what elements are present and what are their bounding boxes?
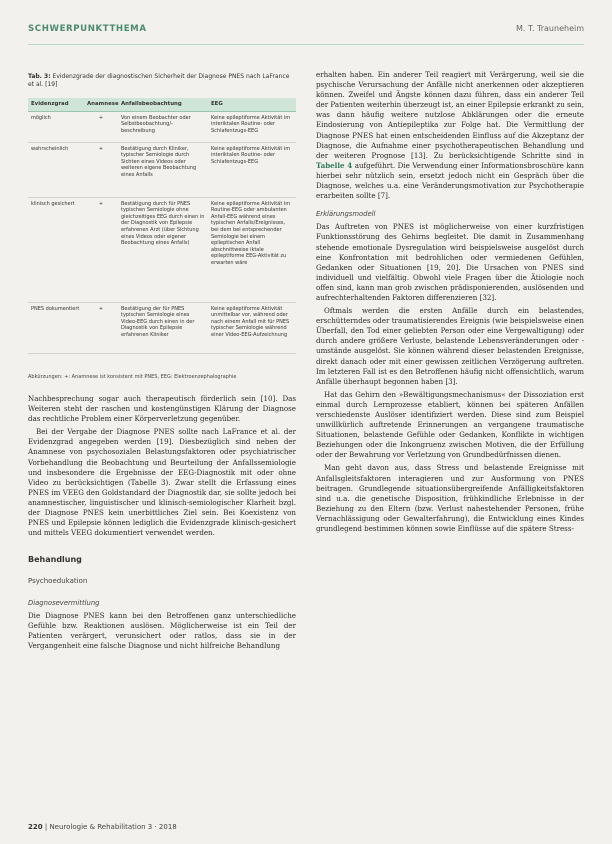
paragraph: Das Auftreten von PNES ist möglicherweise von einer kurzfristigen Funktionsstörung des Gehirns begleitet. Die damit in Zusammenhang stehende emotionale Dysregulation wird beispielsweise ausgelöst durch eine Konfrontation mit bedrohlichen oder vermiedenen Gefühlen, Gedanken oder Situationen [19, 20]. Die Ursachen von PNES sind individuell und vielfältig. Obwohl viele Fragen über die Ätiologie noch offen sind, kann man grob zwischen prädisponierenden, auslösenden und aufrechterhaltenden Faktoren differenzieren [32]. [316,222,584,302]
paragraph: Man geht davon aus, dass Stress und belastende Ereignisse mit Anfallsgleitsfaktoren interagieren und zur Ausformung von PNES beitragen. Grundlegende situationsübergreifende Anfälligkeitsfaktoren sind u.a. die genetische Disposition, frühkindliche Erlebnisse in der Beziehung zu den Eltern (bzw. Verlust nahestehender Personen, frühe Vernachlässigung oder Gewalterfahrung), die Entwicklung eines Kindes grundlegend bestimmen können sowie Einflüsse auf die spätere Stress- [316,463,584,534]
evidence-table [28,98,296,354]
table-row [28,302,296,353]
cell-observation: Bestätigung der für PNES typischen Semiologie eines Video-EEG durch einen in der Diagnostik von Epilepsie erfahrenen Kliniker [118,302,208,353]
paragraph: Oftmals werden die ersten Anfälle durch ein belastendes, erschütterndes oder traumatisierendes Ereignis (wie beispielsweise einen Überfall, den Tod einer geliebten Person oder eine Vergewaltigung) oder durch andere größere Verluste, belastende Lebensveränderungen oder -umstände ausgelöst. Sie können während dieser belastenden Ereignisse, direkt danach oder mit einer gewissen zeitlichen Verzögerung auftreten. Im letzteren Fall ist es den Betroffenen häufig nicht offensichtlich, warum Anfälle überhaupt begonnen haben [3]. [316,306,584,386]
table-row [28,111,296,142]
paragraph: Nachbesprechung sogar auch therapeutisch förderlich sein [10]. Das Weiteren steht der raschen und kostengünstigen Klärung der Diagnose das rechtliche Problem einer Körperverletzung gegenüber. [28,394,296,424]
paragraph: Bei der Vergabe der Diagnose PNES sollte nach LaFrance et al. der Evidenzgrad angegeben werden [19]. Diesbezüglich sind neben der Anamnese von psychosozialen Belastungsfaktoren oder psychiatrischer Vorbehandlung die Beobachtung und Beurteilung der Anfallssemiologie und insbesondere die Ergebnisse der EEG-Diagnostik mit oder ohne Video zu berücksichtigen (Tabelle 3). Zwar stellt die Erfassung eines PNES im VEEG den Goldstandard der Diagnostik dar, sie sollte jedoch bei anamnestischer, linguistischer und klinisch-semiologischer Klarheit bzgl. der Diagnose PNES kein unerbittliches Ziel sein. Bei Koexistenz von PNES und Epilepsie können lediglich die Evidenzgrade klinisch-gesichert und mittels VEEG dokumentiert verwendet werden. [28,427,296,538]
table-caption [28,73,296,89]
page-footer [28,823,177,831]
cell-observation: Von einem Beobachter oder Selbstbeobachtung/-beschreibung [118,111,208,142]
paragraph-text: aufgeführt. Die Verwendung einer Informationsbroschüre kann hierbei sehr nützlich sein, ersetzt jedoch nicht ein Gespräch über die Diagnose, welches u.a. eine Veränderungsmotivation zur Psychotherapie erarbeiten sollte [7]. [316,160,584,201]
table-header-row [28,98,296,111]
header-anamnese: Anamnese [84,98,118,111]
section-label: SCHWERPUNKTTHEMA [28,24,147,34]
cell-observation: Bestätigung durch Kliniker, typischer Semiologie durch Sichten eines Videos oder weiteren eigene Beobachtung eines Anfalls [118,142,208,197]
table-abbreviations: Abkürzungen: +: Anamnese ist konsistent mit PNES, EEG: Elektroenzephalographie [28,374,237,380]
paragraph [316,70,584,201]
heading-erklaerungsmodell: Erklärungsmodell [316,210,376,219]
paragraph: Die Diagnose PNES kann bei den Betroffenen ganz unterschiedliche Gefühle bzw. Reaktionen auslösen. Möglicherweise ist ein Teil der Patienten verärgert, verunsichert oder ratlos, dass sie in der Vergangenheit eine falsche Diagnose und nicht hilfreiche Behandlung [28,610,296,650]
header-divider [28,44,584,45]
cell-eeg: Keine epileptiforme Aktivität im Routine-EEG oder ambulanten Anfall-EEG während eines typischen Anfalls/Ereignisses, bei dem bei entsprechender Semiologie bei einem epileptischen Anfall abschnittweise iktale epileptiforme EEG-Aktivität zu erwarten wäre [208,197,296,302]
heading-behandlung: Behandlung [28,555,82,565]
header-eeg: EEG [208,98,296,111]
cell-grade: möglich [28,111,84,142]
left-column [28,394,296,654]
heading-diagnosevermittlung: Diagnosevermittlung [28,598,100,607]
cell-observation: Bestätigung durch für PNES typischen Semiologie ohne gleichzeitiges EEG durch einen in der Diagnostik von Epilepsie erfahrenen Arzt (über Sichtung eines Videos oder eigener Beobachtung eines Anfalls) [118,197,208,302]
cell-anamnese: + [84,111,118,142]
cell-anamnese: + [84,197,118,302]
page-number: 220 [28,823,43,831]
cell-eeg: Keine epileptiforme Aktivität unmittelbar vor, während oder nach einem Anfall mit für PNES typischer Semiologie während einer Video-EEG-Aufzeichnung [208,302,296,353]
cell-grade: wahrscheinlich [28,142,84,197]
cell-eeg: Keine epileptiforme Aktivität im interiktalen Routine- oder Schlafentzugs-EEG [208,142,296,197]
table-row [28,197,296,302]
table-caption-label: Tab. 3: [28,73,51,80]
cell-anamnese: + [84,302,118,353]
heading-psychoedukation: Psychoedukation [28,577,88,586]
cell-anamnese: + [84,142,118,197]
cell-grade: PNES dokumentiert [28,302,84,353]
table-4-link[interactable]: Tabelle 4 [316,160,353,170]
cell-eeg: Keine epileptiforme Aktivität im interiktalen Routine- oder Schlafentzugs-EEG [208,111,296,142]
cell-grade: klinisch gesichert [28,197,84,302]
paragraph: Hat das Gehirn den »Bewältigungsmechanismus« der Dissoziation erst einmal durch Lernprozesse etabliert, können bei späteren Anfällen verschiedenste Auslöser identifiziert werden. Diese sind zum Beispiel unwillkürlich auftretende Erinnerungen an vergangene traumatische Situationen, belastende Gefühle oder Gedanken, Konflikte in wichtigen Beziehungen oder die Inkongruenz zwischen Motiven, die der Erfüllung oder der Bewahrung vor Verletzung von Grundbedürfnissen dienen. [316,389,584,460]
right-column [316,70,584,537]
table-caption-text: Evidenzgrade der diagnostischen Sicherheit der Diagnose PNES nach LaFrance et al. [19] [28,73,290,88]
header-evidenzgrad: Evidenzgrad [28,98,84,111]
table-row [28,142,296,197]
author-label: M. T. Trauneheim [516,24,584,33]
journal-name: | Neurologie & Rehabilitation 3 · 2018 [44,823,177,831]
header-anfallsbeobachtung: Anfallsbeobachtung [118,98,208,111]
paragraph-text: erhalten haben. Ein anderer Teil reagiert mit Verärgerung, weil sie die psychische Verursachung der Anfälle nicht anerkennen oder akzeptieren können. Zweifel und Ängste können dazu führen, dass ein anderer Teil der Patienten weiterhin überzeugt ist, an einer Epilepsie erkrankt zu sein, was dann häufig weitere nutzlose Abklärungen oder die erneute Eindosierung von Antiepileptika zur Folge hat. Die Vermittlung der Diagnose PNES hat einen entscheidenden Einfluss auf die Akzeptanz der Diagnose, die Aufnahme einer psychotherapeutischen Behandlung und der weiteren Prognose [13]. Zu berücksichtigende Schritte sind in [316,70,584,160]
